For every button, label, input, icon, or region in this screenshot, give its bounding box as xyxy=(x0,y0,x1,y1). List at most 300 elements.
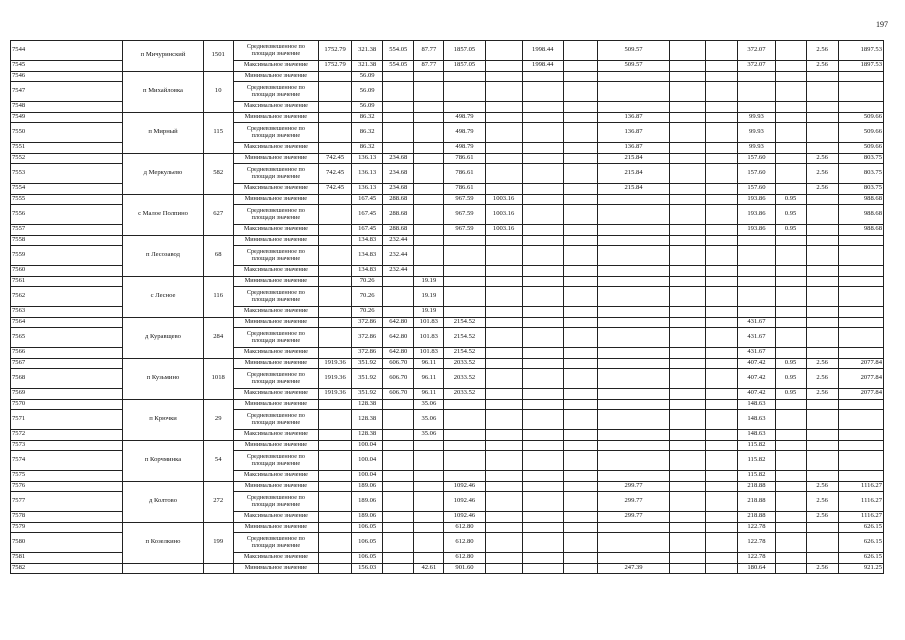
value-cell xyxy=(670,348,706,359)
value-cell xyxy=(522,533,563,553)
value-cell: 122.78 xyxy=(738,533,775,553)
value-cell xyxy=(706,317,738,328)
value-cell xyxy=(383,276,414,287)
value-cell: 134.83 xyxy=(352,235,383,246)
value-cell: 1919.36 xyxy=(319,358,352,369)
value-cell xyxy=(838,317,883,328)
value-cell xyxy=(838,440,883,451)
table-row xyxy=(11,153,884,164)
value-cell: 2077.84 xyxy=(838,358,883,369)
value-cell xyxy=(563,112,597,123)
value-cell xyxy=(563,225,597,236)
value-cell xyxy=(597,471,669,482)
value-cell: 554.05 xyxy=(383,41,414,61)
value-cell xyxy=(563,266,597,277)
value-cell: 803.75 xyxy=(838,164,883,184)
row-number: 7571 xyxy=(11,410,123,430)
value-cell xyxy=(597,328,669,348)
value-cell xyxy=(706,235,738,246)
value-cell xyxy=(485,399,522,410)
table-row xyxy=(11,358,884,369)
value-cell xyxy=(383,410,414,430)
value-cell: 215.84 xyxy=(597,164,669,184)
value-cell xyxy=(522,112,563,123)
value-cell xyxy=(670,266,706,277)
value-cell xyxy=(706,553,738,564)
value-cell xyxy=(806,440,838,451)
settlement-name: п Кузьмино xyxy=(123,358,203,399)
table-row xyxy=(11,563,884,574)
value-cell: 106.05 xyxy=(352,533,383,553)
value-cell xyxy=(485,266,522,277)
row-number: 7577 xyxy=(11,492,123,512)
value-cell xyxy=(775,399,806,410)
metric-label: Максимальное значение xyxy=(233,471,318,482)
value-cell xyxy=(806,328,838,348)
value-cell xyxy=(414,123,444,143)
row-number: 7548 xyxy=(11,102,123,113)
value-cell: 299.77 xyxy=(597,512,669,523)
population: 29 xyxy=(203,399,233,440)
population: 199 xyxy=(203,522,233,563)
value-cell xyxy=(775,82,806,102)
row-number: 7562 xyxy=(11,287,123,307)
value-cell xyxy=(706,328,738,348)
table-row xyxy=(11,194,884,205)
value-cell: 70.26 xyxy=(352,307,383,318)
value-cell: 215.84 xyxy=(597,184,669,195)
value-cell: 742.45 xyxy=(319,164,352,184)
metric-label: Средневзвешенное по площади значение xyxy=(233,410,318,430)
value-cell: 99.93 xyxy=(738,112,775,123)
value-cell xyxy=(563,492,597,512)
value-cell: 100.04 xyxy=(352,471,383,482)
value-cell xyxy=(522,246,563,266)
value-cell xyxy=(563,164,597,184)
value-cell: 351.92 xyxy=(352,389,383,400)
value-cell xyxy=(522,194,563,205)
value-cell xyxy=(485,287,522,307)
value-cell: 299.77 xyxy=(597,492,669,512)
value-cell xyxy=(563,410,597,430)
value-cell xyxy=(806,246,838,266)
value-cell: 128.38 xyxy=(352,430,383,441)
value-cell xyxy=(522,164,563,184)
value-cell: 642.80 xyxy=(383,317,414,328)
value-cell xyxy=(485,276,522,287)
value-cell xyxy=(838,410,883,430)
value-cell xyxy=(444,287,485,307)
value-cell: 157.60 xyxy=(738,184,775,195)
value-cell xyxy=(522,399,563,410)
value-cell xyxy=(706,41,738,61)
value-cell xyxy=(597,389,669,400)
value-cell xyxy=(485,553,522,564)
row-number: 7547 xyxy=(11,82,123,102)
settlement-name: п Мичуринский xyxy=(123,41,203,72)
value-cell: 193.86 xyxy=(738,194,775,205)
value-cell xyxy=(563,328,597,348)
value-cell xyxy=(806,348,838,359)
value-cell xyxy=(563,348,597,359)
value-cell: 372.07 xyxy=(738,61,775,72)
value-cell xyxy=(319,266,352,277)
value-cell xyxy=(775,61,806,72)
value-cell: 509.57 xyxy=(597,61,669,72)
value-cell xyxy=(383,553,414,564)
value-cell xyxy=(319,399,352,410)
value-cell: 35.06 xyxy=(414,410,444,430)
value-cell xyxy=(522,71,563,82)
value-cell xyxy=(319,225,352,236)
value-cell: 372.86 xyxy=(352,317,383,328)
value-cell: 2154.52 xyxy=(444,328,485,348)
value-cell: 86.32 xyxy=(352,123,383,143)
value-cell xyxy=(706,522,738,533)
value-cell xyxy=(485,563,522,574)
row-number: 7552 xyxy=(11,153,123,164)
row-number: 7569 xyxy=(11,389,123,400)
value-cell xyxy=(563,307,597,318)
value-cell: 136.13 xyxy=(352,184,383,195)
value-cell xyxy=(706,266,738,277)
value-cell xyxy=(670,143,706,154)
value-cell xyxy=(775,440,806,451)
value-cell xyxy=(319,112,352,123)
row-number: 7579 xyxy=(11,522,123,533)
value-cell xyxy=(563,205,597,225)
value-cell xyxy=(706,430,738,441)
value-cell xyxy=(522,143,563,154)
value-cell xyxy=(414,451,444,471)
population: 627 xyxy=(203,194,233,235)
row-number: 7566 xyxy=(11,348,123,359)
metric-label: Минимальное значение xyxy=(233,481,318,492)
settlement-name: д Куравщево xyxy=(123,317,203,358)
value-cell: 106.05 xyxy=(352,553,383,564)
value-cell: 2.56 xyxy=(806,358,838,369)
value-cell xyxy=(563,563,597,574)
value-cell: 100.04 xyxy=(352,451,383,471)
value-cell xyxy=(383,430,414,441)
value-cell xyxy=(738,102,775,113)
value-cell: 0.95 xyxy=(775,205,806,225)
value-cell xyxy=(444,410,485,430)
row-number: 7556 xyxy=(11,205,123,225)
value-cell xyxy=(775,533,806,553)
value-cell xyxy=(775,143,806,154)
row-number: 7558 xyxy=(11,235,123,246)
metric-label: Средневзвешенное по площади значение xyxy=(233,533,318,553)
value-cell xyxy=(522,225,563,236)
value-cell xyxy=(485,492,522,512)
value-cell xyxy=(670,553,706,564)
value-cell xyxy=(485,235,522,246)
value-cell xyxy=(806,522,838,533)
metric-label: Средневзвешенное по площади значение xyxy=(233,369,318,389)
value-cell xyxy=(597,369,669,389)
value-cell xyxy=(775,41,806,61)
value-cell xyxy=(806,123,838,143)
settlement-name: п Лесозавод xyxy=(123,235,203,276)
value-cell xyxy=(485,451,522,471)
value-cell xyxy=(706,451,738,471)
value-cell: 967.59 xyxy=(444,225,485,236)
value-cell: 19.19 xyxy=(414,307,444,318)
value-cell xyxy=(806,451,838,471)
value-cell xyxy=(670,440,706,451)
value-cell: 86.32 xyxy=(352,143,383,154)
value-cell xyxy=(838,471,883,482)
row-number: 7557 xyxy=(11,225,123,236)
metric-label: Средневзвешенное по площади значение xyxy=(233,82,318,102)
value-cell xyxy=(563,153,597,164)
settlement-name: п Крючки xyxy=(123,399,203,440)
value-cell: 2154.52 xyxy=(444,317,485,328)
value-cell xyxy=(670,123,706,143)
value-cell xyxy=(775,71,806,82)
value-cell xyxy=(522,82,563,102)
row-number: 7550 xyxy=(11,123,123,143)
value-cell xyxy=(838,328,883,348)
value-cell xyxy=(775,307,806,318)
table-row xyxy=(11,399,884,410)
value-cell: 87.77 xyxy=(414,61,444,72)
value-cell xyxy=(485,389,522,400)
value-cell xyxy=(485,41,522,61)
value-cell xyxy=(706,492,738,512)
value-cell xyxy=(806,276,838,287)
value-cell xyxy=(706,481,738,492)
value-cell xyxy=(563,123,597,143)
value-cell xyxy=(522,522,563,533)
value-cell xyxy=(706,369,738,389)
value-cell: 247.39 xyxy=(597,563,669,574)
value-cell xyxy=(522,307,563,318)
value-cell xyxy=(485,533,522,553)
value-cell xyxy=(706,276,738,287)
value-cell xyxy=(775,102,806,113)
value-cell xyxy=(414,194,444,205)
value-cell xyxy=(522,492,563,512)
metric-label: Максимальное значение xyxy=(233,143,318,154)
value-cell xyxy=(670,369,706,389)
value-cell xyxy=(414,235,444,246)
value-cell: 2.56 xyxy=(806,512,838,523)
table-row xyxy=(11,276,884,287)
value-cell xyxy=(383,112,414,123)
value-cell xyxy=(485,471,522,482)
value-cell xyxy=(414,205,444,225)
value-cell xyxy=(444,451,485,471)
value-cell xyxy=(738,82,775,102)
value-cell xyxy=(670,451,706,471)
value-cell: 372.86 xyxy=(352,348,383,359)
value-cell: 1116.27 xyxy=(838,481,883,492)
tariff-table xyxy=(10,40,884,574)
value-cell xyxy=(670,71,706,82)
value-cell xyxy=(485,317,522,328)
value-cell: 2.56 xyxy=(806,153,838,164)
value-cell xyxy=(485,328,522,348)
value-cell xyxy=(319,440,352,451)
value-cell xyxy=(597,276,669,287)
population: 54 xyxy=(203,440,233,481)
value-cell: 136.13 xyxy=(352,164,383,184)
metric-label: Максимальное значение xyxy=(233,61,318,72)
value-cell xyxy=(670,205,706,225)
value-cell xyxy=(563,430,597,441)
value-cell: 612.80 xyxy=(444,533,485,553)
value-cell: 288.68 xyxy=(383,205,414,225)
value-cell xyxy=(597,102,669,113)
value-cell xyxy=(670,533,706,553)
value-cell xyxy=(444,276,485,287)
table-row xyxy=(11,41,884,61)
metric-label: Минимальное значение xyxy=(233,112,318,123)
value-cell: 2.56 xyxy=(806,389,838,400)
value-cell xyxy=(597,399,669,410)
value-cell xyxy=(383,71,414,82)
value-cell: 509.57 xyxy=(597,41,669,61)
value-cell xyxy=(670,164,706,184)
value-cell: 1003.16 xyxy=(485,225,522,236)
value-cell: 1998.44 xyxy=(522,41,563,61)
value-cell xyxy=(563,389,597,400)
value-cell xyxy=(597,533,669,553)
row-number: 7564 xyxy=(11,317,123,328)
value-cell xyxy=(563,82,597,102)
value-cell xyxy=(563,71,597,82)
value-cell xyxy=(383,471,414,482)
value-cell xyxy=(383,512,414,523)
value-cell: 1897.53 xyxy=(838,41,883,61)
value-cell: 988.68 xyxy=(838,194,883,205)
value-cell xyxy=(414,184,444,195)
value-cell xyxy=(597,317,669,328)
value-cell: 232.44 xyxy=(383,246,414,266)
row-number: 7563 xyxy=(11,307,123,318)
value-cell xyxy=(522,451,563,471)
value-cell xyxy=(383,563,414,574)
value-cell xyxy=(597,71,669,82)
metric-label: Минимальное значение xyxy=(233,276,318,287)
population xyxy=(203,563,233,574)
value-cell xyxy=(319,287,352,307)
value-cell xyxy=(670,276,706,287)
row-number: 7568 xyxy=(11,369,123,389)
value-cell: 157.60 xyxy=(738,164,775,184)
value-cell xyxy=(775,276,806,287)
value-cell: 96.11 xyxy=(414,389,444,400)
row-number: 7545 xyxy=(11,61,123,72)
value-cell xyxy=(706,225,738,236)
value-cell xyxy=(383,522,414,533)
value-cell: 232.44 xyxy=(383,266,414,277)
value-cell xyxy=(444,266,485,277)
value-cell xyxy=(806,533,838,553)
value-cell xyxy=(838,399,883,410)
value-cell: 803.75 xyxy=(838,184,883,195)
value-cell xyxy=(806,225,838,236)
value-cell xyxy=(806,430,838,441)
value-cell: 299.77 xyxy=(597,481,669,492)
row-number: 7553 xyxy=(11,164,123,184)
value-cell: 134.83 xyxy=(352,266,383,277)
value-cell: 99.93 xyxy=(738,143,775,154)
value-cell: 786.61 xyxy=(444,164,485,184)
value-cell xyxy=(670,184,706,195)
value-cell: 99.93 xyxy=(738,123,775,143)
value-cell xyxy=(563,61,597,72)
value-cell xyxy=(563,522,597,533)
settlement-name: д Меркульево xyxy=(123,153,203,194)
row-number: 7578 xyxy=(11,512,123,523)
value-cell xyxy=(563,235,597,246)
value-cell: 2033.52 xyxy=(444,369,485,389)
value-cell: 101.83 xyxy=(414,317,444,328)
value-cell: 148.63 xyxy=(738,399,775,410)
value-cell xyxy=(706,533,738,553)
population: 115 xyxy=(203,112,233,153)
value-cell xyxy=(738,276,775,287)
value-cell xyxy=(485,481,522,492)
value-cell: 180.64 xyxy=(738,563,775,574)
row-number: 7544 xyxy=(11,41,123,61)
value-cell xyxy=(670,522,706,533)
value-cell: 498.79 xyxy=(444,143,485,154)
value-cell: 554.05 xyxy=(383,61,414,72)
settlement-name: д Колтово xyxy=(123,481,203,522)
value-cell: 372.07 xyxy=(738,41,775,61)
value-cell xyxy=(670,194,706,205)
value-cell: 1116.27 xyxy=(838,512,883,523)
value-cell: 509.66 xyxy=(838,112,883,123)
value-cell xyxy=(444,471,485,482)
value-cell xyxy=(775,164,806,184)
value-cell: 509.66 xyxy=(838,123,883,143)
value-cell xyxy=(414,102,444,113)
value-cell xyxy=(522,205,563,225)
value-cell: 2.56 xyxy=(806,184,838,195)
value-cell xyxy=(485,440,522,451)
metric-label: Максимальное значение xyxy=(233,430,318,441)
value-cell xyxy=(319,430,352,441)
value-cell: 321.38 xyxy=(352,41,383,61)
value-cell: 612.80 xyxy=(444,553,485,564)
value-cell xyxy=(775,553,806,564)
value-cell: 351.92 xyxy=(352,358,383,369)
value-cell xyxy=(522,348,563,359)
value-cell: 2.56 xyxy=(806,492,838,512)
value-cell xyxy=(319,348,352,359)
value-cell xyxy=(319,123,352,143)
value-cell xyxy=(706,287,738,307)
value-cell xyxy=(738,246,775,266)
metric-label: Средневзвешенное по площади значение xyxy=(233,492,318,512)
value-cell: 167.45 xyxy=(352,225,383,236)
value-cell: 803.75 xyxy=(838,153,883,164)
value-cell: 122.78 xyxy=(738,522,775,533)
value-cell xyxy=(775,153,806,164)
value-cell xyxy=(383,307,414,318)
value-cell: 87.77 xyxy=(414,41,444,61)
metric-label: Минимальное значение xyxy=(233,71,318,82)
value-cell xyxy=(670,430,706,441)
value-cell: 321.38 xyxy=(352,61,383,72)
value-cell xyxy=(670,235,706,246)
value-cell: 148.63 xyxy=(738,430,775,441)
